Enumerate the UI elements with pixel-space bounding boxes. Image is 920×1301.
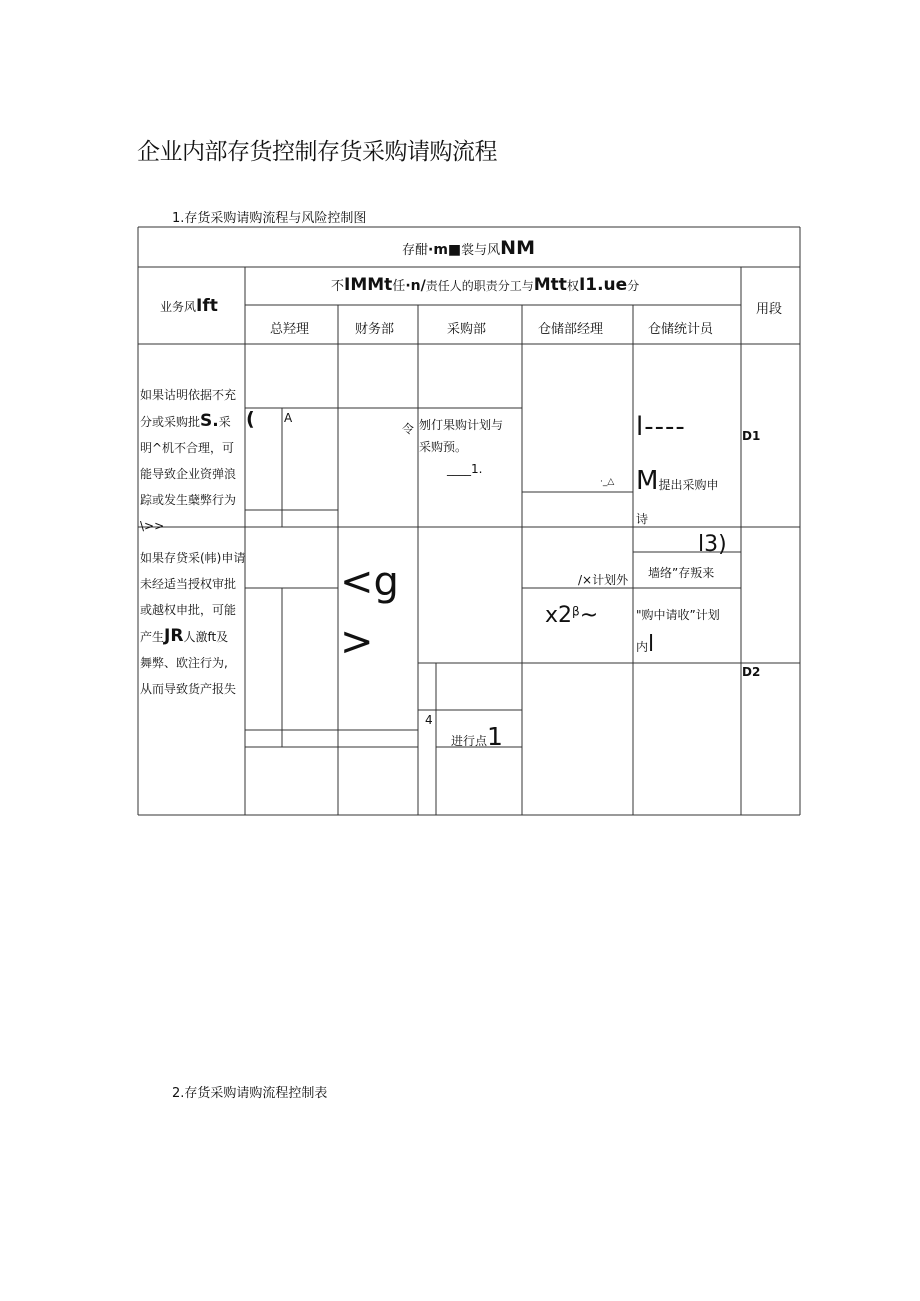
row2-clerk-box1: 墙络”存叛来 xyxy=(648,566,715,580)
row1-clerk-dash: l---- xyxy=(636,412,686,442)
risk-line: 或越权申批，可能 xyxy=(140,603,237,617)
risk-line: 产生JR人激ft及 xyxy=(140,626,229,646)
risk-line: 明^机不合理，可 xyxy=(140,441,235,455)
col-header-warehouse-manager: 仓储部经理 xyxy=(538,322,604,337)
row2-risk-description xyxy=(140,545,245,702)
col-header-finance: 财务部 xyxy=(355,322,395,337)
risk-line: 未经适当授权审批 xyxy=(140,577,237,591)
row2-finance-symbol-1: <g xyxy=(340,559,399,605)
page-title: 企业内部存货控制存货采购请购流程 xyxy=(137,139,497,165)
row2-clerk-box2: "购中请收”计划 xyxy=(636,608,720,622)
risk-line: 从而导致货产报失 xyxy=(140,682,237,696)
col-header-purchasing: 采购部 xyxy=(447,322,487,337)
row2-warehouse-plan: /×计划外 xyxy=(578,573,629,587)
row2-warehouse-formula: $x2^\beta\sim$ xyxy=(545,603,599,628)
row2-clerk-top-mark: l3) xyxy=(698,532,727,557)
table-caption: 存酣·m■裳与风NM xyxy=(402,237,535,259)
row2-stage-code: D2 xyxy=(742,665,761,679)
department-header: 不IMMt任·n/责任人的职责分工与Mtt权I1.ue分 xyxy=(331,275,640,295)
row1-finance-mark: 令 xyxy=(402,422,415,436)
risk-line: 踪或发生蘖弊行为 xyxy=(140,493,237,507)
risk-line: 分或采购批S.采 xyxy=(140,411,231,431)
row1-gm-mark: A xyxy=(284,411,293,425)
risk-column-header: 业务风Ift xyxy=(160,296,218,316)
row1-risk-description xyxy=(140,382,236,539)
row1-purchasing-step: 刎仃果购计划与 采购预。 ____1. xyxy=(419,418,504,476)
row2-purchasing-num: 4 xyxy=(425,713,433,727)
col-header-general-manager: 总羟理 xyxy=(270,322,310,337)
section-heading-2: 2.存货采购请购流程控制表 xyxy=(172,1086,328,1101)
row1-clerk-step: M提出采购申 xyxy=(636,466,719,496)
risk-line: 能导致企业资弹浪 xyxy=(140,467,237,481)
risk-line: 如果存贷采(帏)申请 xyxy=(140,551,246,565)
row2-purchasing-exec: 进行点1 xyxy=(451,722,503,751)
col-header-warehouse-clerk: 仓储统计员 xyxy=(648,322,714,337)
row1-stage-code: D1 xyxy=(742,429,761,443)
row1-warehouse-mark: ·_△ xyxy=(600,477,615,487)
row1-clerk-step-tail: 诗 xyxy=(636,512,649,526)
risk-line: \>> xyxy=(140,519,165,533)
risk-line: 如果诂明依据不充 xyxy=(140,388,237,402)
row2-finance-symbol-2: > xyxy=(340,619,374,665)
risk-line: 舞弊、欧注行为, xyxy=(140,656,228,670)
row2-clerk-box3: 内l xyxy=(636,632,655,657)
row1-gm-paren: ( xyxy=(246,408,255,430)
stage-column-header: 用段 xyxy=(756,302,783,317)
section-heading-1: 1.存货采购请购流程与风险控制图 xyxy=(172,211,367,226)
